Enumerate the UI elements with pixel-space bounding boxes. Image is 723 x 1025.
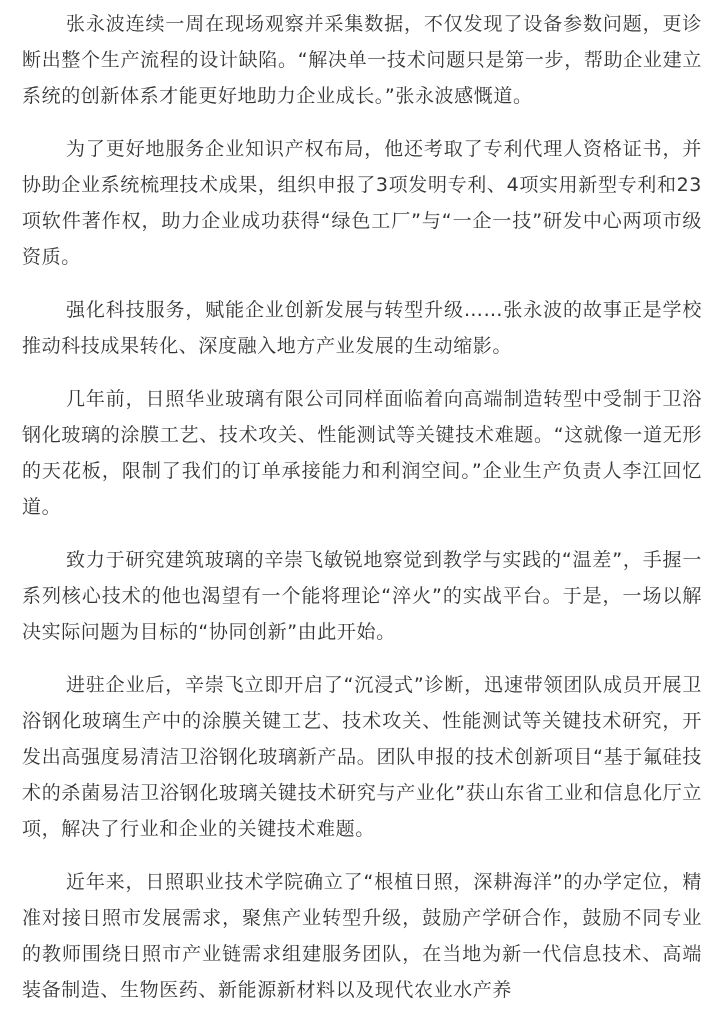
paragraph: 张永波连续一周在现场观察并采集数据，不仅发现了设备参数问题，更诊断出整个生产流程的设计缺陷。“解决单一技术问题只是第一步，帮助企业建立系统的创新体系才能更好地助力企业成长。”张永波感慨道。 [22,13,702,107]
paragraph: 为了更好地服务企业知识产权布局，他还考取了专利代理人资格证书，并协助企业系统梳理技术成果，组织申报了3项发明专利、4项实用新型专利和23项软件著作权，助力企业成功获得“绿色工厂”与“一企一技”研发中心两项市级资质。 [22,138,702,268]
paragraph: 致力于研究建筑玻璃的辛崇飞敏锐地察觉到教学与实践的“温差”，手握一系列核心技术的他也渴望有一个能将理论“淬火”的实战平台。于是，一场以解决实际问题为目标的“协同创新”由此开始。 [22,549,702,643]
paragraph: 强化科技服务，赋能企业创新发展与转型升级……张永波的故事正是学校推动科技成果转化、深度融入地方产业发展的生动缩影。 [22,299,702,357]
article-body [22,0,702,1025]
paragraph: 几年前，日照华业玻璃有限公司同样面临着向高端制造转型中受制于卫浴钢化玻璃的涂膜工艺、技术攻关、性能测试等关键技术难题。“这就像一道无形的天花板，限制了我们的订单承接能力和利润空间。”企业生产负责人李江回忆道。 [22,388,702,518]
paragraph: 近年来，日照职业技术学院确立了“根植日照，深耕海洋”的办学定位，精准对接日照市发展需求，聚焦产业转型升级，鼓励产学研合作，鼓励不同专业的教师围绕日照市产业链需求组建服务团队，在当地为新一代信息技术、高端装备制造、生物医药、新能源新材料以及现代农业水产养 [22,871,702,1001]
paragraph: 进驻企业后，辛崇飞立即开启了“沉浸式”诊断，迅速带领团队成员开展卫浴钢化玻璃生产中的涂膜关键工艺、技术攻关、性能测试等关键技术研究，开发出高强度易清洁卫浴钢化玻璃新产品。团队申报的技术创新项目“基于氟硅技术的杀菌易洁卫浴钢化玻璃关键技术研究与产业化”获山东省工业和信息化厅立项，解决了行业和企业的关键技术难题。 [22,674,702,840]
